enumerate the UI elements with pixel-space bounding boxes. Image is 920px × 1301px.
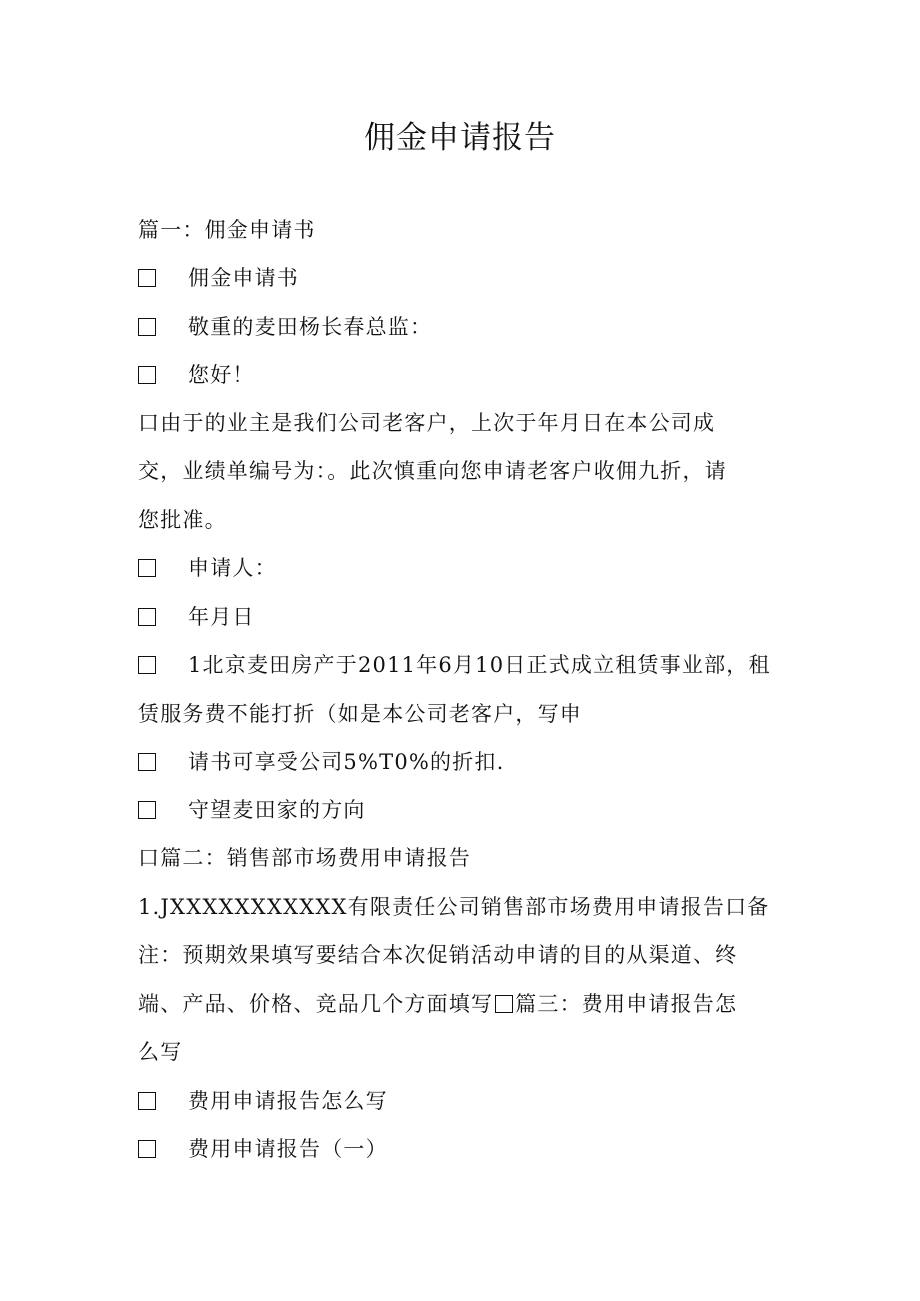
text-line: 请书可享受公司5%T0%的折扣. <box>188 750 505 774</box>
section-heading-1: 篇一：佣金申请书 <box>138 218 316 242</box>
text-line: 费用申请报告怎么写 <box>188 1089 388 1113</box>
checkbox-icon <box>138 1092 156 1110</box>
checkbox-icon <box>495 995 513 1013</box>
text-line: 费用申请报告（一） <box>188 1137 388 1161</box>
text-line: 您好！ <box>188 363 255 387</box>
checkbox-icon <box>138 559 156 577</box>
section-heading-2: 口篇二：销售部市场费用申请报告 <box>138 846 471 870</box>
text-segment: 端、产品、价格、竞品几个方面填写 <box>138 992 494 1016</box>
text-line: 1北京麦田房产于2011年6月10日正式成立租赁事业部，租 <box>188 653 771 677</box>
page-title: 佣金申请报告 <box>364 120 556 156</box>
text-line: 交，业绩单编号为：。此次慎重向您申请老客户收佣九折，请 <box>138 459 727 483</box>
text-line: 佣金申请书 <box>188 266 299 290</box>
checkbox-icon <box>138 318 156 336</box>
checkbox-icon <box>138 366 156 384</box>
text-line: 么写 <box>138 1040 183 1064</box>
text-line: 守望麦田家的方向 <box>188 798 366 822</box>
checkbox-icon <box>138 801 156 819</box>
text-line: 年月日 <box>188 605 255 629</box>
text-line <box>138 988 737 1020</box>
section-heading-3: 篇三：费用申请报告怎 <box>515 992 738 1016</box>
checkbox-icon <box>138 1140 156 1158</box>
text-line: 申请人： <box>188 556 277 580</box>
checkbox-icon <box>138 753 156 771</box>
checkbox-icon <box>138 656 156 674</box>
text-line: 注：预期效果填写要结合本次促销活动申请的目的从渠道、终 <box>138 943 738 967</box>
text-line: 您批准。 <box>138 508 227 532</box>
text-line: 口由于的业主是我们公司老客户，上次于年月日在本公司成 <box>138 411 716 435</box>
text-line: 1.JXXXXXXXXXXX有限责任公司销售部市场费用申请报告口备 <box>138 895 770 919</box>
text-line: 敬重的麦田杨长春总监： <box>188 315 433 339</box>
text-line: 赁服务费不能打折（如是本公司老客户，写申 <box>138 702 582 726</box>
checkbox-icon <box>138 269 156 287</box>
checkbox-icon <box>138 608 156 626</box>
